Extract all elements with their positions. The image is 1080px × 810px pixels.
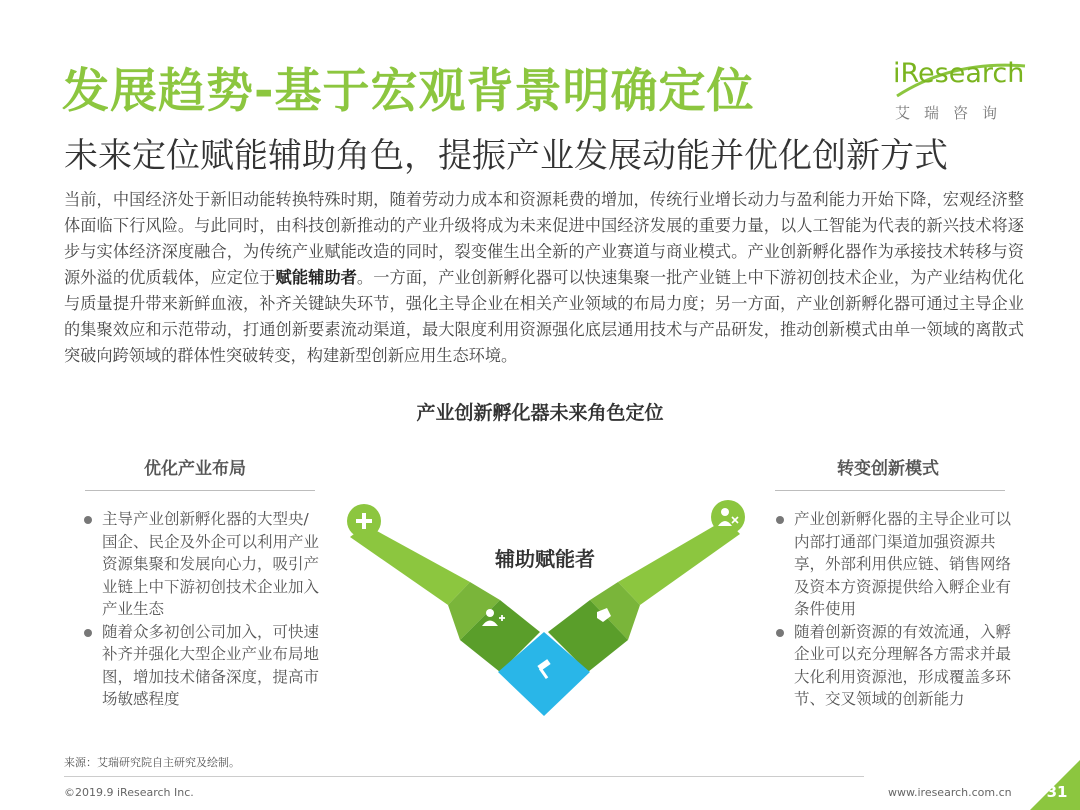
plus-icon [347,504,381,538]
diagram-title: 产业创新孵化器未来角色定位 [416,402,664,424]
left-bullet-2: 随着众多初创公司加入，可快速补齐并强化大型企业产业布局地图，增加技术储备深度，提高市场敏感程度 [80,621,320,711]
copyright: ©2019.9 iResearch Inc. [64,786,194,799]
body-text-part2: 。一方面，产业创新孵化器可以快速集聚一批产业链上中下游初创技术企业，为产业结构优化与质量提升带来新鲜血液，补齐关键缺失环节，强化主导企业在相关产业领域的布局力度；另一方面，产业创新孵化器可通过主导企业的集聚效应和示范带动，打通创新要素流动渠道，最大限度利用资源强化底层通用技术与产品研发，推动创新模式由单一领域的离散式突破向跨领域的群体性突破转变，构建新型创新应用生态环境。 [64,268,1025,365]
website-link[interactable]: www.iresearch.com.cn [888,786,1012,799]
logo-chinese-name: 艾瑞咨询 [895,104,1012,122]
center-role-label: 辅助赋能者 [495,547,595,571]
footer-divider [64,776,864,777]
logo-wordmark: iResearch [893,58,1025,89]
page-title: 发展趋势-基于宏观背景明确定位 [62,64,755,119]
page-subtitle: 未来定位赋能辅助角色，提振产业发展动能并优化创新方式 [64,136,948,176]
source-note: 来源：艾瑞研究院自主研究及绘制。 [64,756,240,769]
body-text-part1: 当前，中国经济处于新旧动能转换特殊时期，随着劳动力成本和资源耗费的增加，传统行业增长动力与盈利能力开始下降，宏观经济整体面临下行风险。与此同时，由科技创新推动的产业升级将成为未来促进中国经济发展的重要力量，以人工智能为代表的新兴技术将逐步与实体经济深度融合，为传统产业赋能改造的同时，裂变催生出全新的产业赛道与商业模式。产业创新孵化器作为承接技术转移与资源外溢的优质载体，应定位于 [64,190,1024,287]
right-bullet-1: 产业创新孵化器的主导企业可以内部打通部门渠道加强资源共享，外部利用供应链、销售网络及资本方资源提供给入孵企业有条件使用 [772,508,1016,621]
right-bullet-2: 随着创新资源的有效流通，入孵企业可以充分理解各方需求并最大化利用资源池，形成覆盖多环节、交叉领域的创新能力 [772,621,1016,711]
body-text-emphasis: 赋能辅助者 [275,268,357,287]
person-x-icon [711,500,745,534]
page-number: 31 [1046,783,1068,801]
left-bullet-1: 主导产业创新孵化器的大型央/国企、民企及外企可以利用产业资源集聚和发展向心力，吸引产业链上中下游初创技术企业加入产业生态 [80,508,320,621]
right-heading: 转变创新模式 [837,459,939,479]
left-heading: 优化产业布局 [144,459,246,479]
